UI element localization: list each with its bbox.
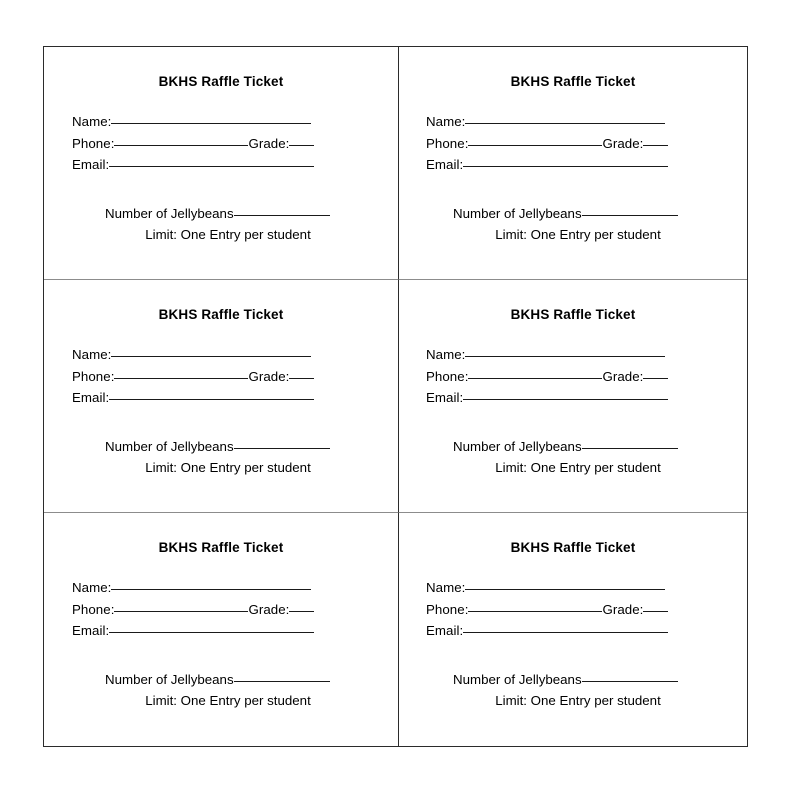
- phone-grade-field-row: [426, 133, 726, 155]
- raffle-ticket[interactable]: [399, 513, 747, 746]
- email-field-row: [72, 154, 372, 176]
- phone-grade-field-row: [72, 133, 372, 155]
- email-label: Email:: [426, 390, 464, 405]
- ticket-body: [44, 47, 398, 279]
- ticket-body: [44, 513, 398, 746]
- raffle-ticket[interactable]: [44, 280, 399, 513]
- name-label: Name:: [426, 347, 466, 362]
- phone-input-line[interactable]: [114, 133, 248, 146]
- jellybeans-input-line[interactable]: [234, 203, 330, 216]
- jellybeans-field-row: [453, 204, 678, 223]
- ticket-fields: [426, 344, 726, 409]
- phone-label: Phone:: [426, 368, 469, 384]
- raffle-ticket[interactable]: [44, 513, 399, 746]
- ticket-title: BKHS Raffle Ticket: [510, 307, 636, 322]
- name-field-row: [426, 111, 726, 133]
- jellybeans-field-row: [105, 670, 330, 689]
- grade-label: Grade:: [248, 601, 290, 617]
- name-input-line[interactable]: [465, 344, 665, 357]
- name-label: Name:: [72, 114, 112, 129]
- email-input-line[interactable]: [109, 154, 314, 167]
- phone-label: Phone:: [426, 135, 469, 151]
- name-label: Name:: [426, 114, 466, 129]
- email-field-row: [426, 154, 726, 176]
- grade-input-line[interactable]: [289, 366, 314, 379]
- ticket-body: [399, 47, 747, 279]
- limit-note: Limit: One Entry per student: [495, 460, 661, 475]
- grade-label: Grade:: [602, 368, 644, 384]
- phone-input-line[interactable]: [114, 599, 248, 612]
- ticket-title: BKHS Raffle Ticket: [510, 74, 636, 89]
- phone-grade-field-row: [426, 599, 726, 621]
- grade-label: Grade:: [248, 135, 290, 151]
- name-input-line[interactable]: [111, 344, 311, 357]
- phone-label: Phone:: [72, 135, 115, 151]
- limit-note: Limit: One Entry per student: [145, 460, 311, 475]
- ticket-title: BKHS Raffle Ticket: [158, 540, 284, 555]
- name-input-line[interactable]: [111, 577, 311, 590]
- ticket-title: BKHS Raffle Ticket: [510, 540, 636, 555]
- ticket-fields: [72, 344, 372, 409]
- jellybeans-label: Number of Jellybeans: [453, 439, 582, 454]
- grade-input-line[interactable]: [289, 599, 314, 612]
- grade-label: Grade:: [602, 135, 644, 151]
- phone-grade-field-row: [72, 599, 372, 621]
- jellybeans-field-row: [105, 204, 330, 223]
- jellybeans-label: Number of Jellybeans: [105, 439, 234, 454]
- ticket-title: BKHS Raffle Ticket: [158, 74, 284, 89]
- ticket-title: BKHS Raffle Ticket: [158, 307, 284, 322]
- limit-note: Limit: One Entry per student: [495, 693, 661, 708]
- name-field-row: [426, 577, 726, 599]
- jellybeans-label: Number of Jellybeans: [105, 672, 234, 687]
- grade-label: Grade:: [602, 601, 644, 617]
- name-input-line[interactable]: [465, 577, 665, 590]
- email-field-row: [426, 387, 726, 409]
- ticket-body: [44, 280, 398, 512]
- grade-input-line[interactable]: [643, 366, 668, 379]
- name-label: Name:: [72, 580, 112, 595]
- jellybeans-field-row: [105, 437, 330, 456]
- email-field-row: [72, 620, 372, 642]
- phone-grade-field-row: [72, 366, 372, 388]
- grade-label: Grade:: [248, 368, 290, 384]
- name-label: Name:: [426, 580, 466, 595]
- email-label: Email:: [72, 157, 110, 172]
- phone-input-line[interactable]: [468, 133, 602, 146]
- name-field-row: [426, 344, 726, 366]
- email-input-line[interactable]: [109, 620, 314, 633]
- phone-grade-field-row: [426, 366, 726, 388]
- limit-note: Limit: One Entry per student: [145, 693, 311, 708]
- name-input-line[interactable]: [465, 111, 665, 124]
- email-input-line[interactable]: [109, 387, 314, 400]
- limit-note: Limit: One Entry per student: [145, 227, 311, 242]
- name-label: Name:: [72, 347, 112, 362]
- ticket-body: [399, 513, 747, 746]
- jellybeans-label: Number of Jellybeans: [453, 672, 582, 687]
- grade-input-line[interactable]: [643, 133, 668, 146]
- phone-label: Phone:: [72, 368, 115, 384]
- email-field-row: [72, 387, 372, 409]
- jellybeans-input-line[interactable]: [582, 669, 678, 682]
- name-field-row: [72, 577, 372, 599]
- grade-input-line[interactable]: [289, 133, 314, 146]
- name-input-line[interactable]: [111, 111, 311, 124]
- raffle-ticket[interactable]: [399, 47, 747, 280]
- grade-input-line[interactable]: [643, 599, 668, 612]
- email-input-line[interactable]: [463, 154, 668, 167]
- phone-input-line[interactable]: [468, 599, 602, 612]
- email-input-line[interactable]: [463, 387, 668, 400]
- jellybeans-label: Number of Jellybeans: [105, 206, 234, 221]
- ticket-fields: [72, 577, 372, 642]
- email-label: Email:: [426, 157, 464, 172]
- raffle-ticket[interactable]: [44, 47, 399, 280]
- ticket-fields: [72, 111, 372, 176]
- jellybeans-input-line[interactable]: [234, 669, 330, 682]
- phone-input-line[interactable]: [114, 366, 248, 379]
- jellybeans-input-line[interactable]: [234, 436, 330, 449]
- email-field-row: [426, 620, 726, 642]
- jellybeans-input-line[interactable]: [582, 436, 678, 449]
- phone-label: Phone:: [72, 601, 115, 617]
- jellybeans-field-row: [453, 437, 678, 456]
- jellybeans-label: Number of Jellybeans: [453, 206, 582, 221]
- limit-note: Limit: One Entry per student: [495, 227, 661, 242]
- ticket-body: [399, 280, 747, 512]
- ticket-fields: [426, 577, 726, 642]
- jellybeans-input-line[interactable]: [582, 203, 678, 216]
- email-label: Email:: [72, 390, 110, 405]
- ticket-sheet: [43, 46, 748, 747]
- raffle-ticket[interactable]: [399, 280, 747, 513]
- email-label: Email:: [426, 623, 464, 638]
- email-input-line[interactable]: [463, 620, 668, 633]
- email-label: Email:: [72, 623, 110, 638]
- jellybeans-field-row: [453, 670, 678, 689]
- name-field-row: [72, 344, 372, 366]
- name-field-row: [72, 111, 372, 133]
- ticket-fields: [426, 111, 726, 176]
- phone-label: Phone:: [426, 601, 469, 617]
- phone-input-line[interactable]: [468, 366, 602, 379]
